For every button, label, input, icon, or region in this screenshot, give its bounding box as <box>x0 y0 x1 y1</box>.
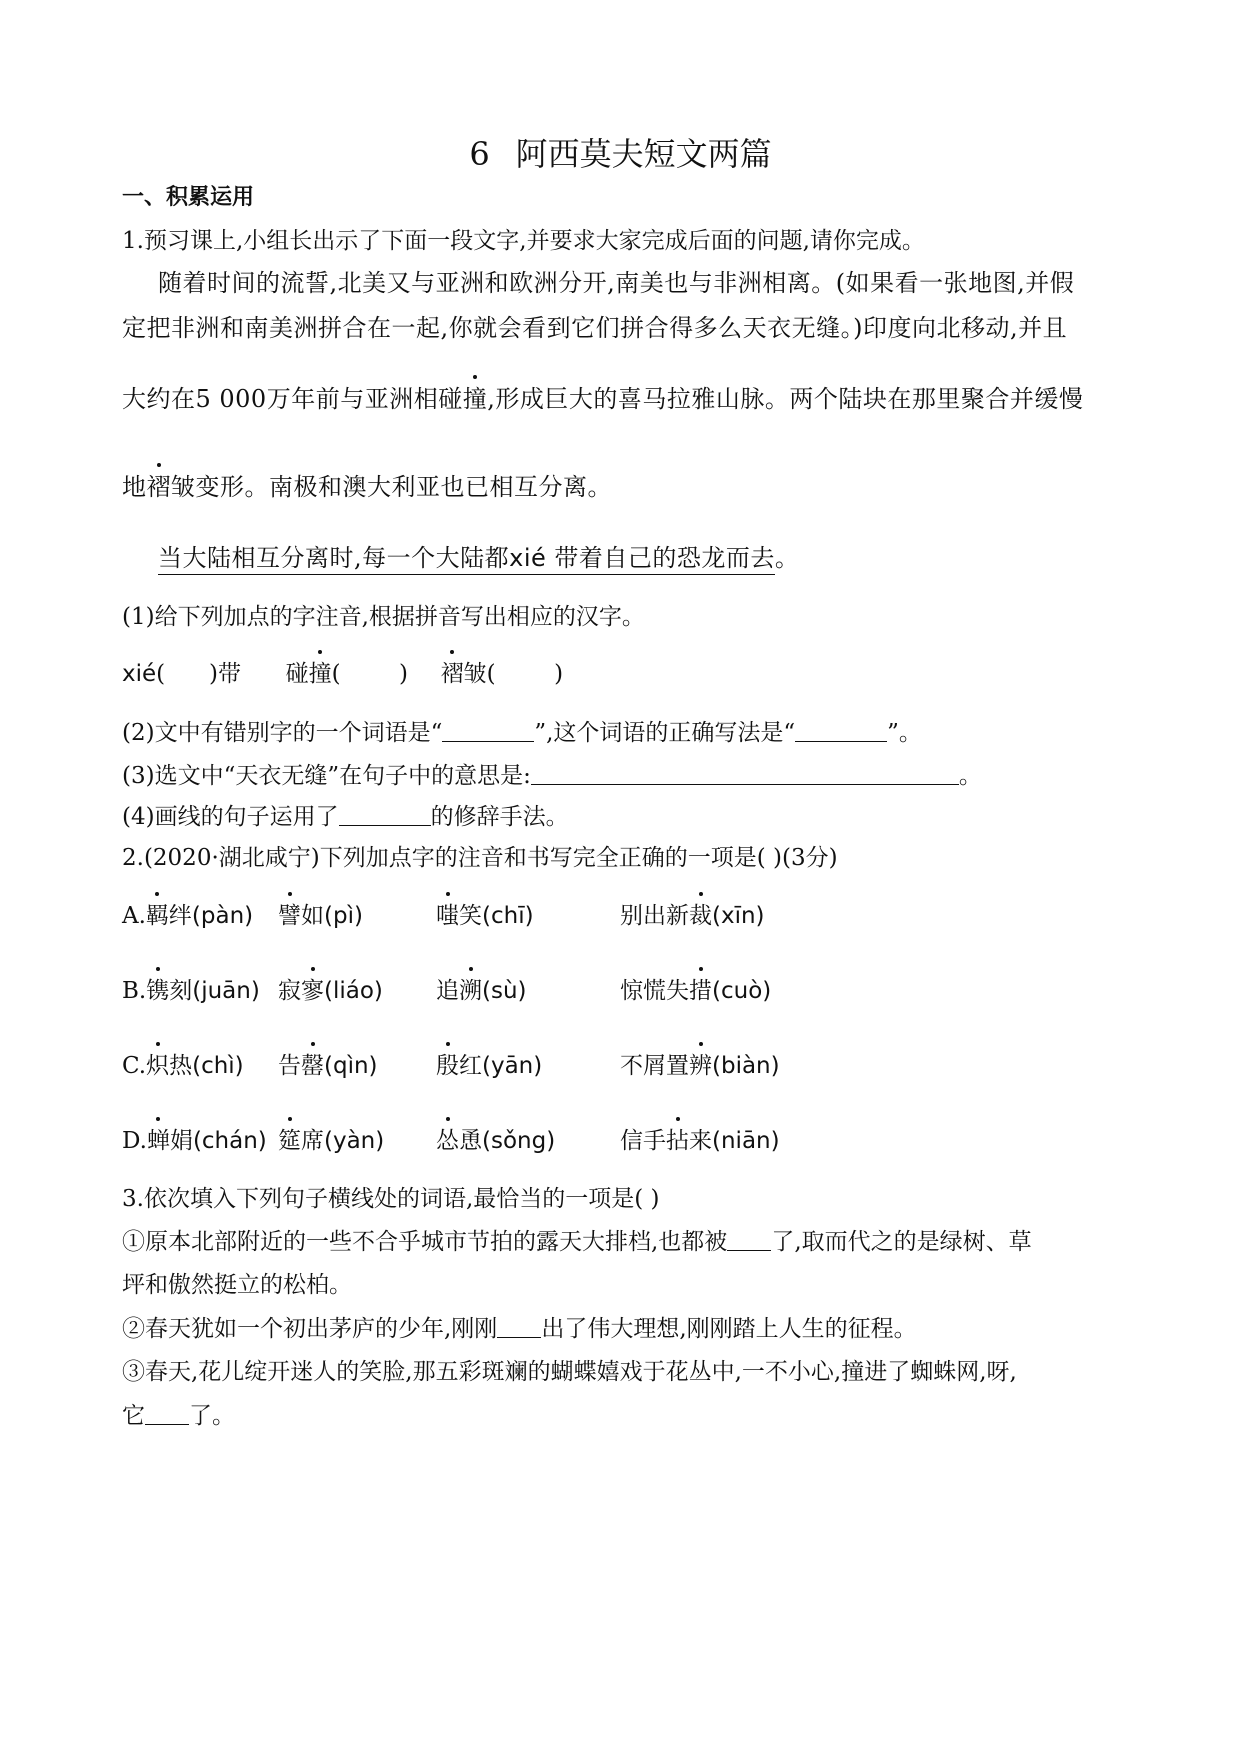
page-title <box>0 134 1241 174</box>
dotted-char: 裁 <box>689 903 712 929</box>
sub-question-3 <box>122 761 982 791</box>
dotted-char: 蝉 <box>146 1128 170 1154</box>
option-c-item <box>620 1051 780 1081</box>
option-a-item <box>122 901 253 931</box>
question-text: 了,取而代之的是绿树、草 <box>771 1229 1032 1255</box>
option-c-item <box>278 1051 378 1081</box>
answer-blank[interactable] <box>795 719 887 742</box>
pinyin-text: (chī) <box>482 903 534 929</box>
answer-paren[interactable]: ( ) <box>486 661 564 687</box>
word-text: 别出新 <box>620 903 689 929</box>
word-text: 来 <box>689 1128 712 1154</box>
pinyin-text: (chì) <box>192 1053 244 1079</box>
option-label[interactable]: C. <box>122 1053 147 1079</box>
lesson-title: 阿西莫夫短文两篇 <box>515 135 772 173</box>
passage-text: 皱变形。南极和澳大利亚也已相互分离。 <box>171 473 612 501</box>
lesson-number: 6 <box>469 135 490 173</box>
dotted-char: 撞 <box>308 661 332 687</box>
answer-blank[interactable] <box>727 1228 771 1251</box>
question-2-stem: 2.(2020·湖北咸宁)下列加点字的注音和书写完全正确的一项是( )(3分) <box>122 845 838 871</box>
question-3-sentence-1 <box>122 1227 1032 1257</box>
sub-question-4 <box>122 802 569 832</box>
question-text: ”,这个词语的正确写法是“ <box>534 720 796 746</box>
question-text: ”。 <box>887 720 922 746</box>
word-text: 绊 <box>168 903 192 929</box>
word-text: 娟 <box>169 1128 193 1154</box>
section-heading: 一、积累运用 <box>122 185 255 210</box>
option-label[interactable]: D. <box>122 1128 147 1154</box>
question-text: ②春天犹如一个初出茅庐的少年,刚刚 <box>122 1316 498 1342</box>
pinyin-text: (yàn) <box>324 1128 385 1154</box>
question-text: (3)选文中“天衣无缝”在句子中的意思是: <box>122 763 531 789</box>
option-label[interactable]: A. <box>122 903 146 929</box>
option-a-item <box>620 901 765 931</box>
option-d-item <box>620 1126 780 1156</box>
passage-text: 大约在5 000万年前与亚洲相碰 <box>122 385 463 413</box>
option-c-item <box>122 1051 244 1081</box>
underlined-sentence <box>158 543 799 573</box>
sub-question-1-items <box>122 659 563 689</box>
answer-blank[interactable] <box>145 1402 189 1425</box>
question-text: 的修辞手法。 <box>430 804 569 830</box>
option-c-item <box>436 1051 542 1081</box>
word-text: 红 <box>459 1053 482 1079</box>
underlined-text <box>158 544 775 575</box>
question-3-sentence-2 <box>122 1314 917 1344</box>
sub-question-2 <box>122 718 922 748</box>
question-text: 出了伟大理想,刚刚踏上人生的征程。 <box>541 1316 917 1342</box>
passage-text: ,形成巨大的喜马拉雅山脉。两个陆块在那里聚合并缓慢 <box>487 385 1084 413</box>
item-text: 碰 <box>285 661 309 687</box>
word-text: 惊慌失 <box>620 978 689 1004</box>
pinyin-text: (pì) <box>324 903 363 929</box>
passage-text: 带着自己的恐龙而去 <box>554 544 775 572</box>
word-text: 告 <box>278 1053 301 1079</box>
dotted-char: 溯 <box>459 978 482 1004</box>
option-d-item <box>278 1126 384 1156</box>
answer-paren[interactable]: ( ) <box>156 661 218 687</box>
option-b-item <box>620 976 771 1006</box>
question-3-stem: 3.依次填入下列句子横线处的词语,最恰当的一项是( ) <box>122 1186 660 1212</box>
dotted-char: 镌 <box>146 978 170 1004</box>
question-text: ①原本北部附近的一些不合乎城市节拍的露天大排档,也都被 <box>122 1229 728 1255</box>
passage-text: 。 <box>774 544 800 572</box>
answer-blank[interactable] <box>442 719 534 742</box>
passage-text: 当大陆相互分离时,每一个大陆都 <box>158 544 510 572</box>
option-label[interactable]: B. <box>122 978 147 1004</box>
dotted-char: 寥 <box>301 978 324 1004</box>
dotted-char: 措 <box>689 978 712 1004</box>
passage-line-4 <box>122 472 612 502</box>
pinyin-xie: xié <box>509 544 547 572</box>
word-text: 热 <box>169 1053 193 1079</box>
word-text: 寂 <box>278 978 301 1004</box>
pinyin-text: (liáo) <box>324 978 383 1004</box>
option-a-item <box>278 901 363 931</box>
word-text: 刻 <box>169 978 193 1004</box>
question-text: 。 <box>958 763 982 789</box>
answer-paren[interactable]: ( ) <box>331 661 409 687</box>
dotted-char: 怂 <box>436 1128 459 1154</box>
pinyin-text: (yān) <box>482 1053 543 1079</box>
dotted-char: 罄 <box>301 1053 324 1079</box>
word-text: 笑 <box>459 903 482 929</box>
dotted-char: 撞 <box>462 385 488 413</box>
word-text: 如 <box>301 903 324 929</box>
dotted-char: 炽 <box>146 1053 170 1079</box>
passage-line-2: 定把非洲和南美洲拼合在一起,你就会看到它们拼合得多么天衣无缝。)印度向北移动,并且 <box>122 314 1068 342</box>
item-text: 皱 <box>463 661 487 687</box>
pinyin-text: (biàn) <box>712 1053 780 1079</box>
dotted-char: 褶 <box>146 473 171 501</box>
dotted-char: 褶 <box>440 661 464 687</box>
dotted-char: 譬 <box>278 903 301 929</box>
option-b-item <box>122 976 260 1006</box>
answer-blank[interactable] <box>531 762 959 785</box>
pinyin-text: (sù) <box>482 978 527 1004</box>
dotted-char: 殷 <box>436 1053 459 1079</box>
question-3-sentence-3-cont <box>122 1401 235 1431</box>
pinyin-text: (cuò) <box>712 978 772 1004</box>
pinyin-text: (pàn) <box>191 903 254 929</box>
pinyin-text: (xīn) <box>712 903 765 929</box>
question-3-sentence-3: ③春天,花儿绽开迷人的笑脸,那五彩斑斓的蝴蝶嬉戏于花丛中,一不小心,撞进了蜘蛛网,呀, <box>122 1359 1017 1385</box>
sub-question-1: (1)给下列加点的字注音,根据拼音写出相应的汉字。 <box>122 604 645 630</box>
item-text: 带 <box>217 661 241 687</box>
passage-line-1: 随着时间的流誓,北美又与亚洲和欧洲分开,南美也与非洲相离。(如果看一张地图,并假 <box>158 269 1075 297</box>
dotted-char: 拈 <box>666 1128 689 1154</box>
question-text: 它 <box>122 1403 145 1429</box>
pinyin-text: (sǒng) <box>482 1128 556 1154</box>
answer-blank[interactable] <box>339 803 431 826</box>
pinyin-xie: xié <box>122 661 157 687</box>
question-3-sentence-1-cont: 坪和傲然挺立的松柏。 <box>122 1272 352 1298</box>
pinyin-text: (niān) <box>712 1128 780 1154</box>
option-b-item <box>278 976 383 1006</box>
pinyin-text: (qìn) <box>324 1053 378 1079</box>
question-text: (4)画线的句子运用了 <box>122 804 339 830</box>
option-d-item <box>122 1126 267 1156</box>
dotted-char: 辨 <box>689 1053 712 1079</box>
word-text: 恿 <box>459 1128 482 1154</box>
option-a-item <box>436 901 534 931</box>
dotted-char: 筵 <box>278 1128 301 1154</box>
question-1-stem: 1.预习课上,小组长出示了下面一段文字,并要求大家完成后面的问题,请你完成。 <box>122 228 925 254</box>
dotted-char: 羁 <box>145 903 169 929</box>
dotted-char: 嗤 <box>436 903 459 929</box>
pinyin-text: (juān) <box>192 978 260 1004</box>
word-text: 追 <box>436 978 459 1004</box>
word-text: 信手 <box>620 1128 666 1154</box>
question-text: (2)文中有错别字的一个词语是“ <box>122 720 443 746</box>
option-b-item <box>436 976 527 1006</box>
word-text: 席 <box>301 1128 324 1154</box>
passage-line-3 <box>122 384 1083 414</box>
word-text: 不屑置 <box>620 1053 689 1079</box>
answer-blank[interactable] <box>497 1315 541 1338</box>
question-text: 了。 <box>189 1403 235 1429</box>
pinyin-text: (chán) <box>192 1128 267 1154</box>
passage-text: 地 <box>122 473 147 501</box>
option-d-item <box>436 1126 555 1156</box>
